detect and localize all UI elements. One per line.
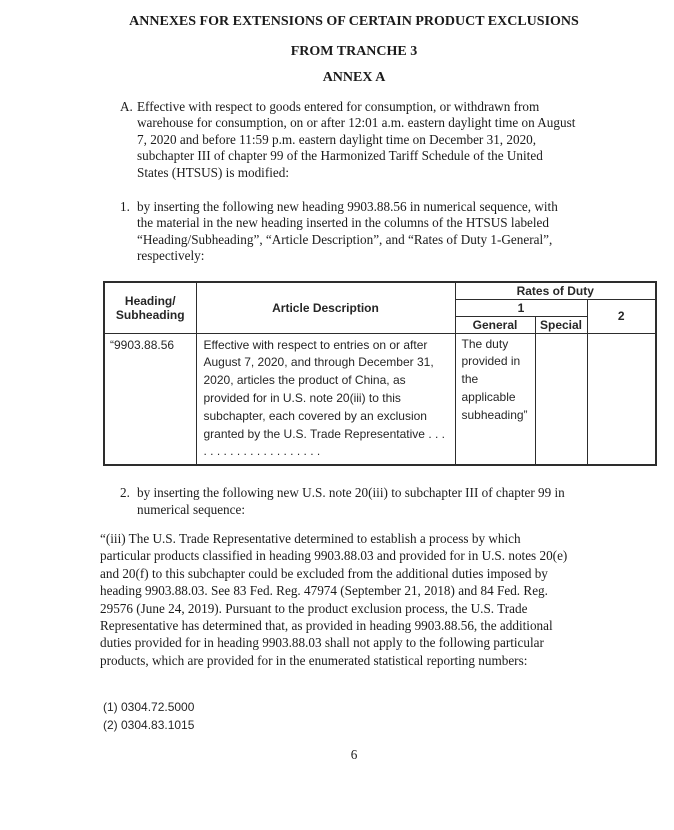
cell-duty-2 xyxy=(587,333,656,465)
cell-heading-subheading: “9903.88.56 xyxy=(104,333,196,465)
annex-heading: ANNEX A xyxy=(322,70,386,85)
cell-special-duty xyxy=(535,333,587,465)
article-description-text: Effective with respect to entries on or after August 7, 2020, and through December 31, 2020, articles the product of China, as provided for in U.S. note 20(iii) to this subchapter, each covered by an exclusion granted by the U.S. Trade Representative xyxy=(203,337,434,441)
cell-general-duty: The duty provided in the applicable subheading” xyxy=(455,333,535,465)
paragraph-item-2 xyxy=(120,485,577,518)
page-number: 6 xyxy=(350,747,358,763)
heading-subheading-line1: Heading/ xyxy=(124,293,176,308)
paragraph-a-marker: A. xyxy=(120,99,133,114)
list-item: (1) 0304.72.5000 xyxy=(103,700,195,715)
paragraph-a xyxy=(120,99,577,181)
us-note-20iii-paragraph: “(iii) The U.S. Trade Representative determined to establish a process by which particular products classified in heading 9903.88.03 and provided for in U.S. notes 20(e) and 20(f) to this subchapter could be excluded from the additional duties imposed by heading 9903.88.03. See 83 Fed. Reg. 47974 (September 21, 2018) and 84 Fed. Reg. 29576 (June 24, 2019). Pursuant to the product exclusion process, the U.S. Trade Representative has determined that, as provided in heading 9903.88.56, the additional duties provided for in heading 9903.88.03 shall not apply to the following particular products, which are provided for in the enumerated statistical reporting numbers: xyxy=(100,531,568,668)
htsus-table xyxy=(103,281,657,467)
column-header-general: General xyxy=(455,316,535,333)
column-header-rates-of-duty: Rates of Duty xyxy=(455,282,656,300)
document-title-line2: FROM TRANCHE 3 xyxy=(290,44,418,59)
cell-article-description xyxy=(196,333,455,465)
column-header-rate-2: 2 xyxy=(587,299,656,333)
paragraph-item-2-marker: 2. xyxy=(120,485,130,501)
document-title-block xyxy=(103,0,605,86)
column-header-heading-subheading xyxy=(104,282,196,334)
paragraph-item-1-marker: 1. xyxy=(120,199,130,215)
paragraph-a-text: Effective with respect to goods entered for consumption, or withdrawn from warehouse for consumption, on or after 12:01 a.m. eastern daylight time on August 7, 2020 and before 11:59 p.m. eastern daylight time on December 31, 2020, subchapter III of chapter 99 of the Harmonized Tariff Schedule of the United States (HTSUS) is modified: xyxy=(137,99,576,180)
product-exclusion-list xyxy=(103,699,674,734)
paragraph-item-1 xyxy=(120,199,577,265)
paragraph-item-1-text: by inserting the following new heading 9903.88.56 in numerical sequence, with the material in the new heading inserted in the columns of the HTSUS labeled “Heading/Subheading”, “Article Description”, and “Rates of Duty 1-General”, respectively: xyxy=(137,199,558,264)
list-item: (2) 0304.83.1015 xyxy=(103,717,195,732)
table-header-row-1 xyxy=(104,282,656,300)
paragraph-item-2-text: by inserting the following new U.S. note 20(iii) to subchapter III of chapter 99 in numerical sequence: xyxy=(137,485,565,517)
column-header-special: Special xyxy=(535,316,587,333)
column-header-rate-1: 1 xyxy=(455,299,587,316)
article-description-dot-leader: . . . . . . . . . . . . . . . . . . . . . xyxy=(203,426,445,459)
table-row xyxy=(104,333,656,465)
heading-subheading-line2: Subheading xyxy=(115,307,185,322)
document-title-line1: ANNEXES FOR EXTENSIONS OF CERTAIN PRODUCT EXCLUSIONS xyxy=(129,14,579,29)
column-header-article-description: Article Description xyxy=(196,282,455,334)
